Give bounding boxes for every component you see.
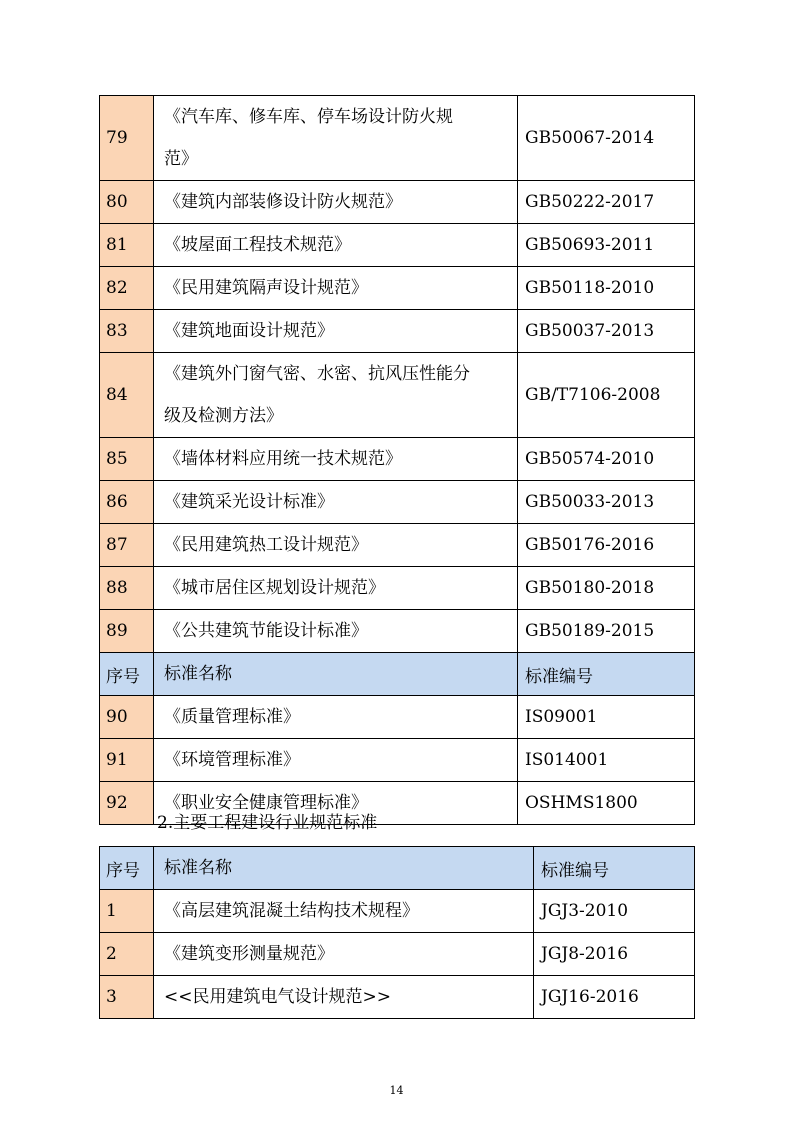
standard-code: GB50189-2015 xyxy=(518,610,695,653)
row-number: 89 xyxy=(100,610,154,653)
standard-code: JGJ16-2016 xyxy=(534,976,695,1019)
table-row xyxy=(100,224,695,267)
standard-name: 《坡屋面工程技术规范》 xyxy=(154,224,518,267)
table-row xyxy=(100,524,695,567)
standard-name: 《民用建筑热工设计规范》 xyxy=(154,524,518,567)
standard-code: GB50222-2017 xyxy=(518,181,695,224)
row-number: 2 xyxy=(100,933,154,976)
row-number: 85 xyxy=(100,438,154,481)
row-number: 92 xyxy=(100,782,154,825)
row-number: 84 xyxy=(100,353,154,438)
standard-code: GB50180-2018 xyxy=(518,567,695,610)
table-row xyxy=(100,890,695,933)
section-title: 2.主要工程建设行业规范标准 xyxy=(157,813,378,833)
header-number: 序号 xyxy=(100,653,154,696)
table-row xyxy=(100,438,695,481)
row-number: 82 xyxy=(100,267,154,310)
standard-code: GB50067-2014 xyxy=(518,96,695,181)
standard-code: GB50037-2013 xyxy=(518,310,695,353)
table-row xyxy=(100,353,695,438)
row-number: 83 xyxy=(100,310,154,353)
standard-name-line1: 《建筑外门窗气密、水密、抗风压性能分 xyxy=(164,364,470,384)
standard-code: JGJ3-2010 xyxy=(534,890,695,933)
standards-table-1 xyxy=(99,95,695,825)
standard-name: 《城市居住区规划设计规范》 xyxy=(154,567,518,610)
standard-name-line2: 级及检测方法》 xyxy=(164,406,283,426)
standard-code: GB50693-2011 xyxy=(518,224,695,267)
header-number: 序号 xyxy=(100,847,154,890)
standard-code: JGJ8-2016 xyxy=(534,933,695,976)
header-code: 标准编号 xyxy=(518,653,695,696)
table-row xyxy=(100,610,695,653)
table-row xyxy=(100,696,695,739)
row-number: 87 xyxy=(100,524,154,567)
row-number: 79 xyxy=(100,96,154,181)
table-row xyxy=(100,739,695,782)
standard-name: 《质量管理标准》 xyxy=(154,696,518,739)
standard-name xyxy=(154,353,518,438)
table-row xyxy=(100,310,695,353)
header-code: 标准编号 xyxy=(534,847,695,890)
row-number: 88 xyxy=(100,567,154,610)
header-name: 标准名称 xyxy=(154,653,518,696)
standard-name: <<民用建筑电气设计规范>> xyxy=(154,976,534,1019)
standard-name: 《建筑地面设计规范》 xyxy=(154,310,518,353)
row-number: 86 xyxy=(100,481,154,524)
page-number: 14 xyxy=(389,1084,404,1097)
row-number: 3 xyxy=(100,976,154,1019)
standard-code: GB50176-2016 xyxy=(518,524,695,567)
standard-code: GB/T7106-2008 xyxy=(518,353,695,438)
standard-name: 《建筑采光设计标准》 xyxy=(154,481,518,524)
standards-table-2 xyxy=(99,846,695,1019)
standard-name: 《墙体材料应用统一技术规范》 xyxy=(154,438,518,481)
standard-name: 《职业安全健康管理标准》 xyxy=(154,782,518,825)
standard-name: 《公共建筑节能设计标准》 xyxy=(154,610,518,653)
table-row xyxy=(100,96,695,181)
header-name: 标准名称 xyxy=(154,847,534,890)
table-header-row xyxy=(100,653,695,696)
row-number: 91 xyxy=(100,739,154,782)
table-row xyxy=(100,933,695,976)
row-number: 90 xyxy=(100,696,154,739)
standard-name-line2: 范》 xyxy=(164,149,198,169)
standard-code: IS09001 xyxy=(518,696,695,739)
table-row xyxy=(100,567,695,610)
row-number: 80 xyxy=(100,181,154,224)
table-row xyxy=(100,976,695,1019)
standard-name-line1: 《汽车库、修车库、停车场设计防火规 xyxy=(164,107,453,127)
table-header-row xyxy=(100,847,695,890)
standard-code: GB50574-2010 xyxy=(518,438,695,481)
standard-name xyxy=(154,96,518,181)
row-number: 1 xyxy=(100,890,154,933)
row-number: 81 xyxy=(100,224,154,267)
standard-name: 《建筑变形测量规范》 xyxy=(154,933,534,976)
standard-code: GB50033-2013 xyxy=(518,481,695,524)
table-row xyxy=(100,181,695,224)
standard-code: IS014001 xyxy=(518,739,695,782)
standard-name: 《高层建筑混凝土结构技术规程》 xyxy=(154,890,534,933)
standard-name: 《环境管理标准》 xyxy=(154,739,518,782)
table-row xyxy=(100,481,695,524)
standard-name: 《建筑内部装修设计防火规范》 xyxy=(154,181,518,224)
table-row xyxy=(100,267,695,310)
standard-code: OSHMS1800 xyxy=(518,782,695,825)
standard-name: 《民用建筑隔声设计规范》 xyxy=(154,267,518,310)
standard-code: GB50118-2010 xyxy=(518,267,695,310)
